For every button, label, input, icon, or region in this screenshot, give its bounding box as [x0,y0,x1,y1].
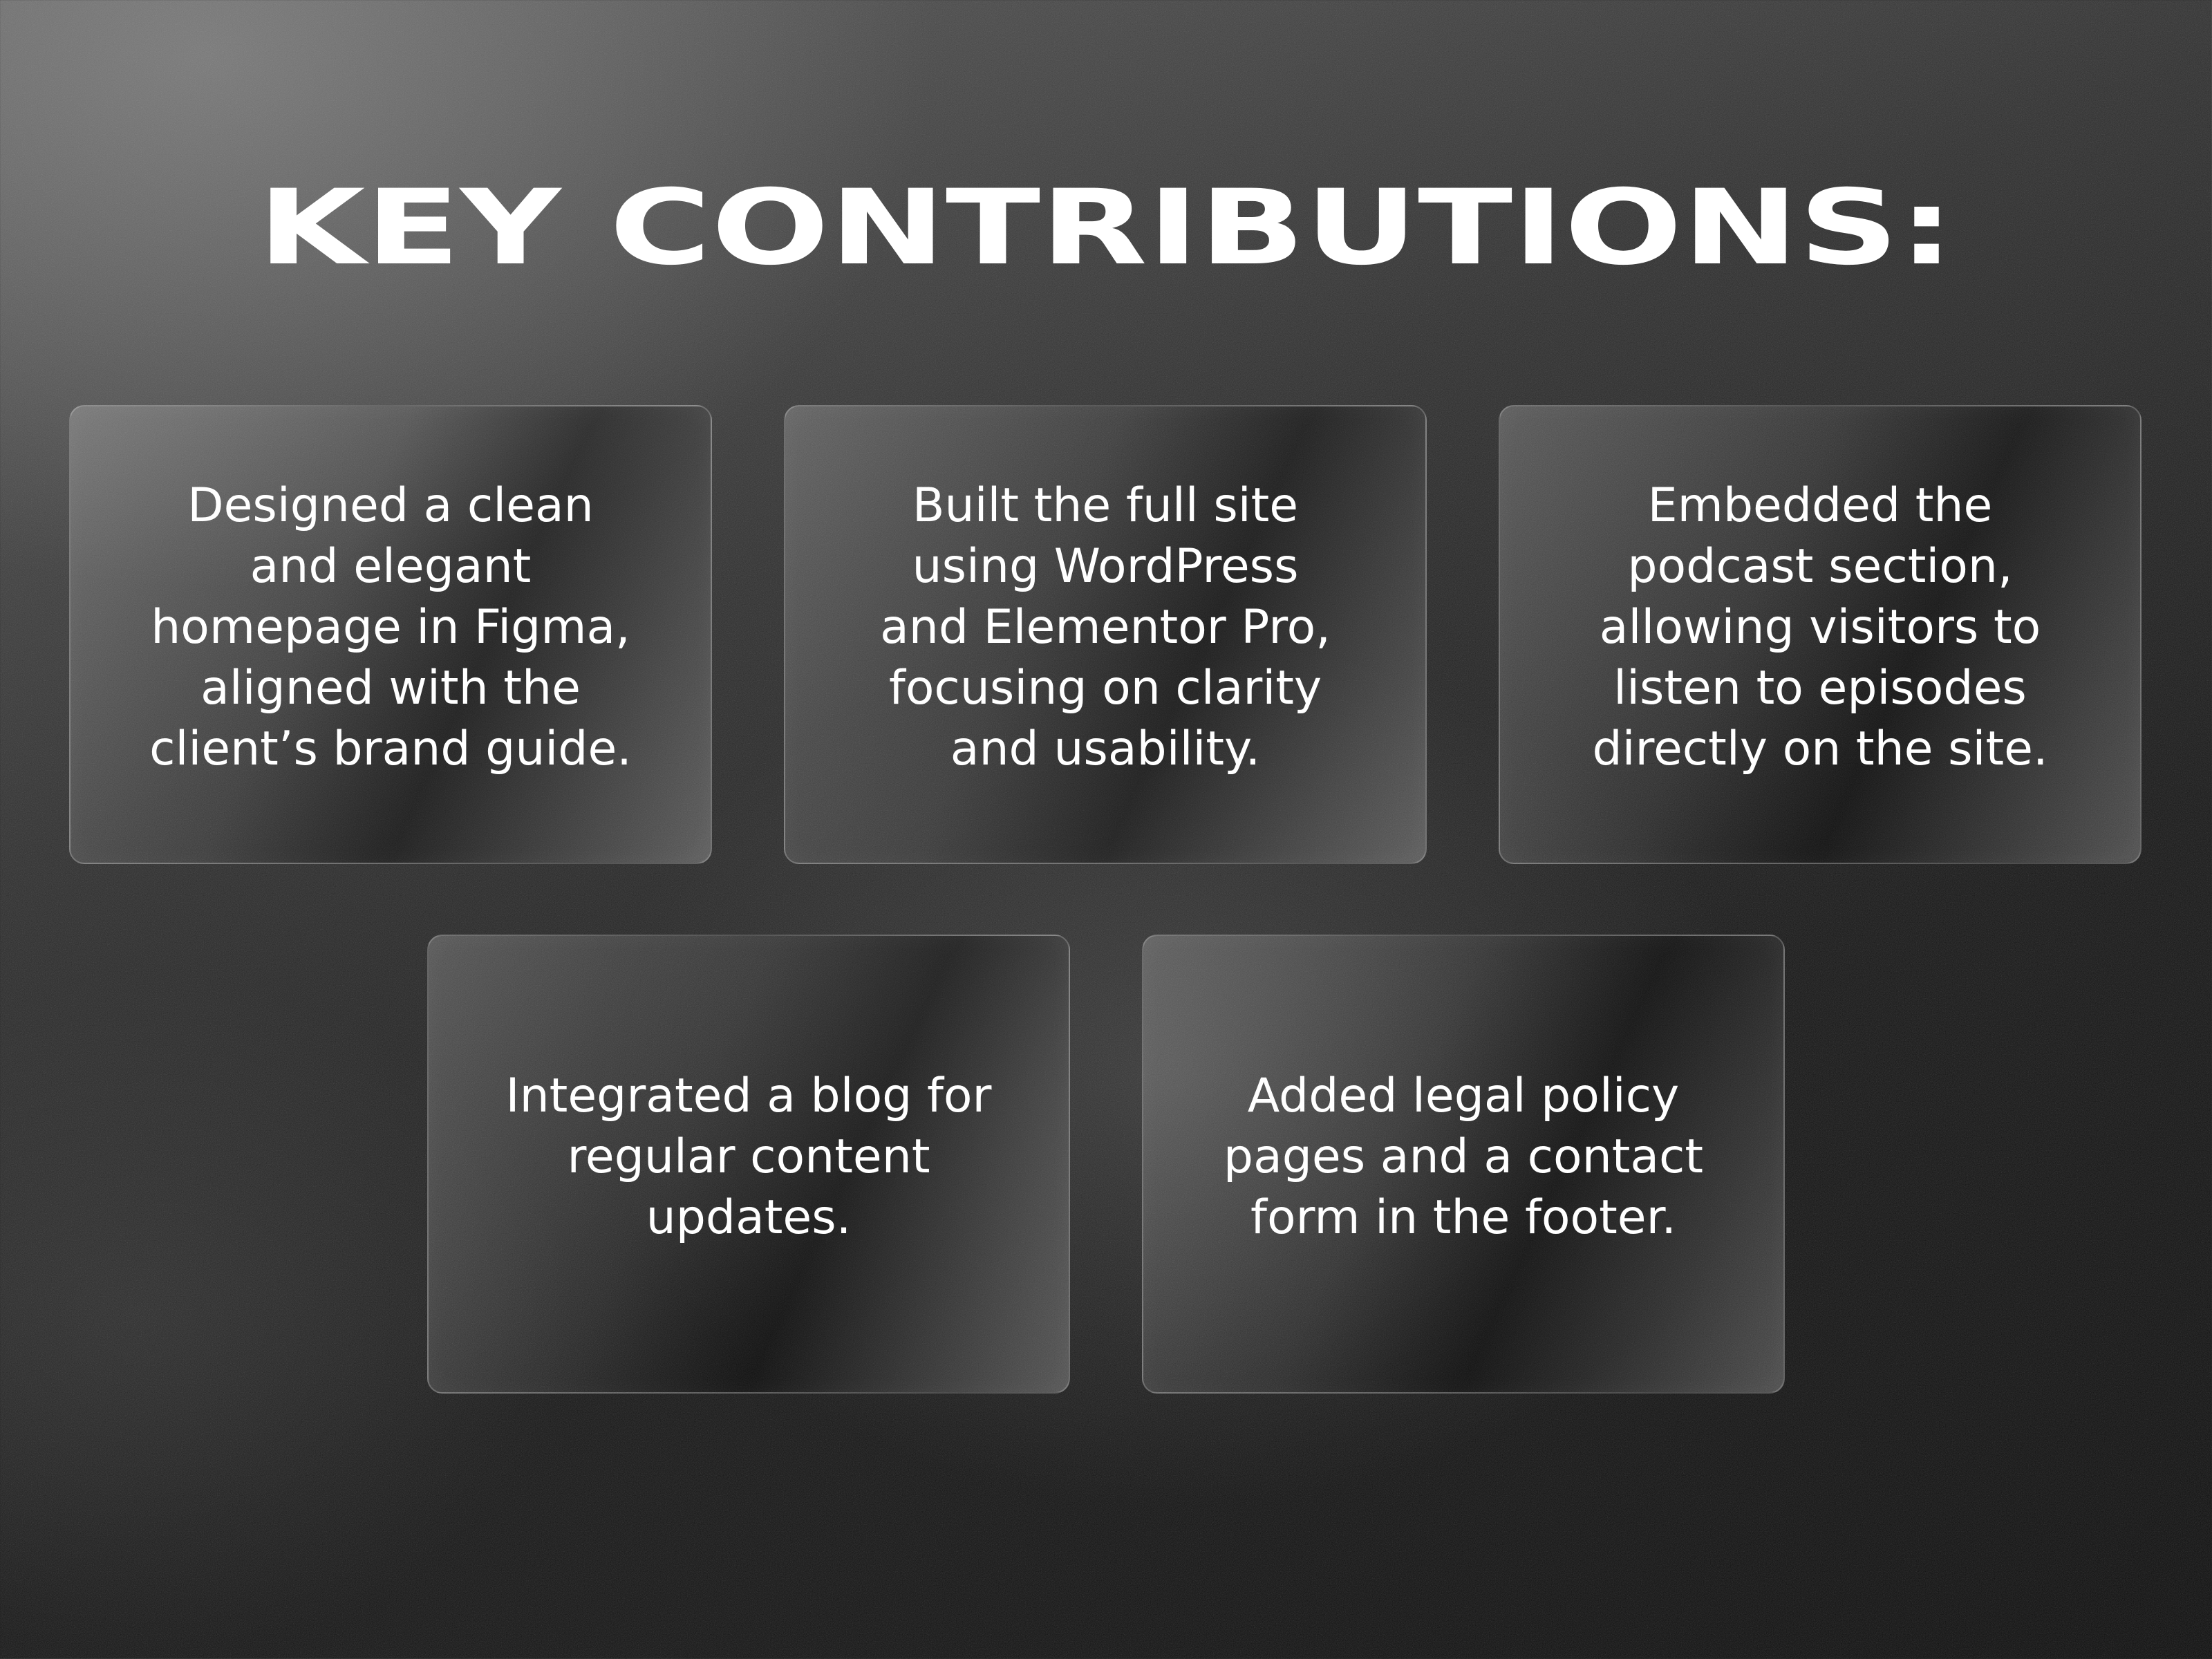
contribution-card-text: Embedded the podcast section, allowing visitors to listen to episodes directly on the site. [1592,478,2048,776]
contribution-card-blog [427,935,1070,1394]
contribution-card-legal-pages [1142,935,1785,1394]
contribution-card-text: Added legal policy pages and a contact form in the footer. [1223,1069,1704,1245]
contribution-card-homepage-design [69,405,712,864]
contribution-card-site-build [784,405,1427,864]
page-title: KEY CONTRIBUTIONS: [257,168,1955,288]
contribution-card-text: Built the full site using WordPress and Elementor Pro, focusing on clarity and usability. [880,478,1331,776]
contribution-card-podcast [1499,405,2141,864]
contribution-card-text: Designed a clean and elegant homepage in Figma, aligned with the client’s brand guide. [149,478,632,776]
contribution-card-text: Integrated a blog for regular content updates. [505,1069,992,1245]
